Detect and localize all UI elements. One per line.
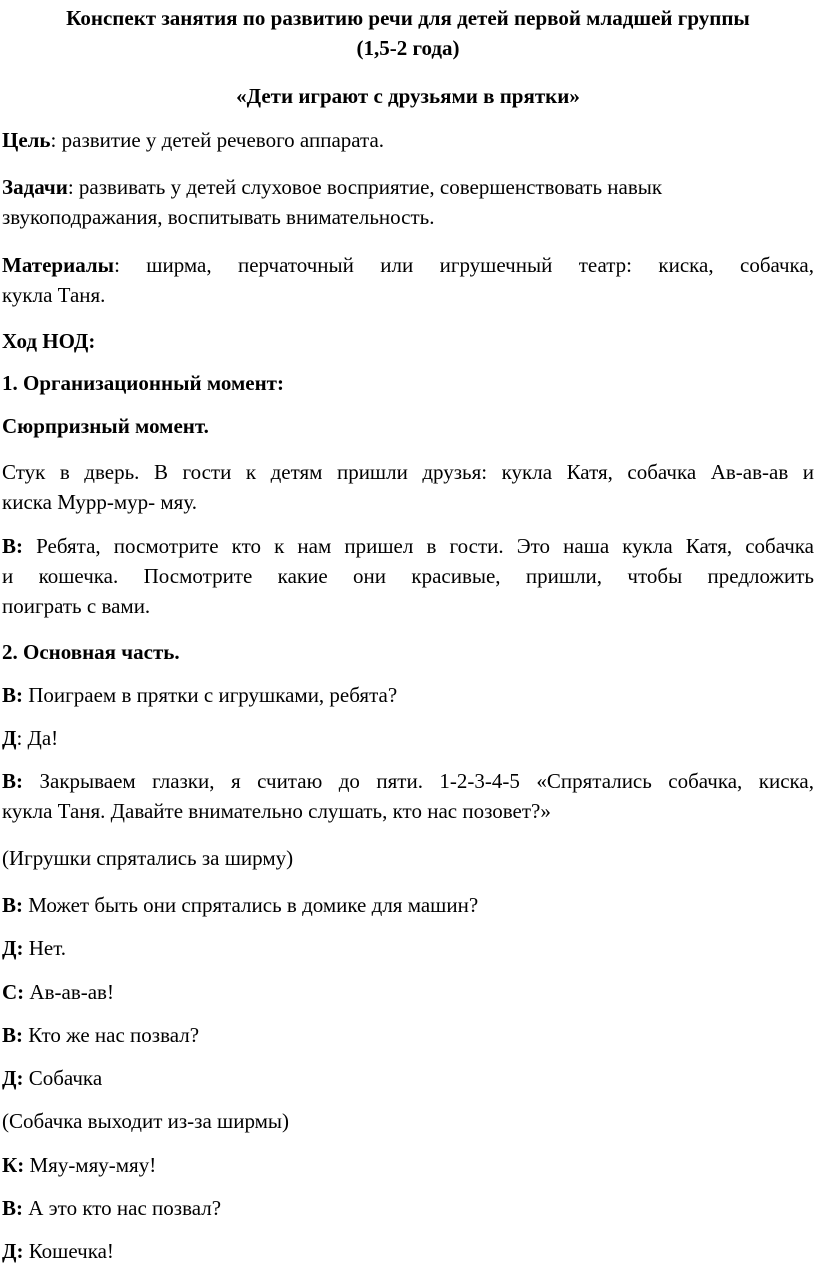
dialogue-line xyxy=(2,1193,814,1223)
speaker-label: В: xyxy=(2,893,23,917)
speaker-label: Д: xyxy=(2,1066,24,1090)
section-1-heading: 1. Организационный момент: xyxy=(2,371,284,395)
speaker-label: Д xyxy=(2,726,17,750)
teacher-line-3: поиграть с вами. xyxy=(2,594,151,618)
dialogue-line xyxy=(2,1150,814,1180)
dialogue-line xyxy=(2,1063,814,1093)
tasks-text-line-1: : развивать у детей слуховое восприятие, совершенствовать навык xyxy=(67,175,663,199)
dialogue-text: Нет. xyxy=(23,936,67,960)
dialogue-text-line-2: кукла Таня. Давайте внимательно слушать, кто нас позовет?» xyxy=(2,799,551,823)
dialogue-text: Ав-ав-ав! xyxy=(24,980,114,1004)
dialogue-text: А это кто нас позвал? xyxy=(23,1196,222,1220)
knock-line-1: Стук в дверь. В гости к детям пришли друзья: кукла Катя, собачка Ав-ав-ав и xyxy=(2,460,814,484)
dialogue-line xyxy=(2,766,814,826)
tasks-paragraph xyxy=(2,172,814,232)
speaker-label: В: xyxy=(2,534,23,558)
knock-paragraph xyxy=(2,457,814,517)
speaker-label: В: xyxy=(2,1023,23,1047)
goal-text: : развитие у детей речевого аппарата. xyxy=(50,128,385,152)
goal-label: Цель xyxy=(2,128,51,152)
speaker-label: Д: xyxy=(2,1239,24,1263)
teacher-greeting-paragraph xyxy=(2,531,814,621)
materials-label: Материалы xyxy=(2,253,115,277)
materials-paragraph xyxy=(2,250,814,310)
stage-direction: (Игрушки спрятались за ширму) xyxy=(2,846,294,870)
title-line-2: (1,5-2 года) xyxy=(356,36,460,60)
dialogue-line xyxy=(2,890,814,920)
document-title xyxy=(0,3,816,63)
teacher-line-2: и кошечка. Посмотрите какие они красивые, пришли, чтобы предложить xyxy=(2,564,814,588)
knock-line-2: киска Мурр-мур- мяу. xyxy=(2,490,197,514)
section-2-heading: 2. Основная часть. xyxy=(2,640,180,664)
speaker-label: В: xyxy=(2,769,23,793)
speaker-label: С: xyxy=(2,980,25,1004)
tasks-text-line-2: звукоподражания, воспитывать внимательность. xyxy=(2,205,435,229)
goal-paragraph xyxy=(2,125,814,155)
dialogue-line xyxy=(2,723,814,753)
teacher-line-1: Ребята, посмотрите кто к нам пришел в гости. Это наша кукла Катя, собачка xyxy=(23,534,814,558)
course-heading: Ход НОД: xyxy=(2,329,96,353)
dialogue-text: Мяу-мяу-мяу! xyxy=(24,1153,157,1177)
dialogue-line xyxy=(2,1236,814,1266)
speaker-label: В: xyxy=(2,1196,23,1220)
speaker-label: К: xyxy=(2,1153,25,1177)
dialogue-line xyxy=(2,933,814,963)
dialogue-text: Закрываем глазки, я считаю до пяти. 1-2-3-4-5 «Спрятались собачка, киска, xyxy=(23,769,814,793)
speaker-label: В: xyxy=(2,683,23,707)
dialogue-line xyxy=(2,1020,814,1050)
tasks-label: Задачи xyxy=(2,175,68,199)
materials-text-line-2: кукла Таня. xyxy=(2,283,106,307)
dialogue-text: Кошечка! xyxy=(23,1239,114,1263)
stage-direction: (Собачка выходит из-за ширмы) xyxy=(2,1109,290,1133)
dialogue-line xyxy=(2,680,814,710)
dialogue-line xyxy=(2,977,814,1007)
document-subtitle: «Дети играют с друзьями в прятки» xyxy=(236,84,580,108)
materials-text-line-1: : ширма, перчаточный или игрушечный театр: киска, собачка, xyxy=(114,253,814,277)
speaker-label: Д: xyxy=(2,936,24,960)
dialogue-text: Кто же нас позвал? xyxy=(23,1023,200,1047)
title-line-1: Конспект занятия по развитию речи для детей первой младшей группы xyxy=(66,6,750,30)
dialogue-text: Собачка xyxy=(23,1066,103,1090)
dialogue-text: Может быть они спрятались в домике для машин? xyxy=(23,893,479,917)
dialogue-text: : Да! xyxy=(16,726,59,750)
dialogue-text: Поиграем в прятки с игрушками, ребята? xyxy=(23,683,398,707)
section-1-subheading: Сюрпризный момент. xyxy=(2,414,209,438)
